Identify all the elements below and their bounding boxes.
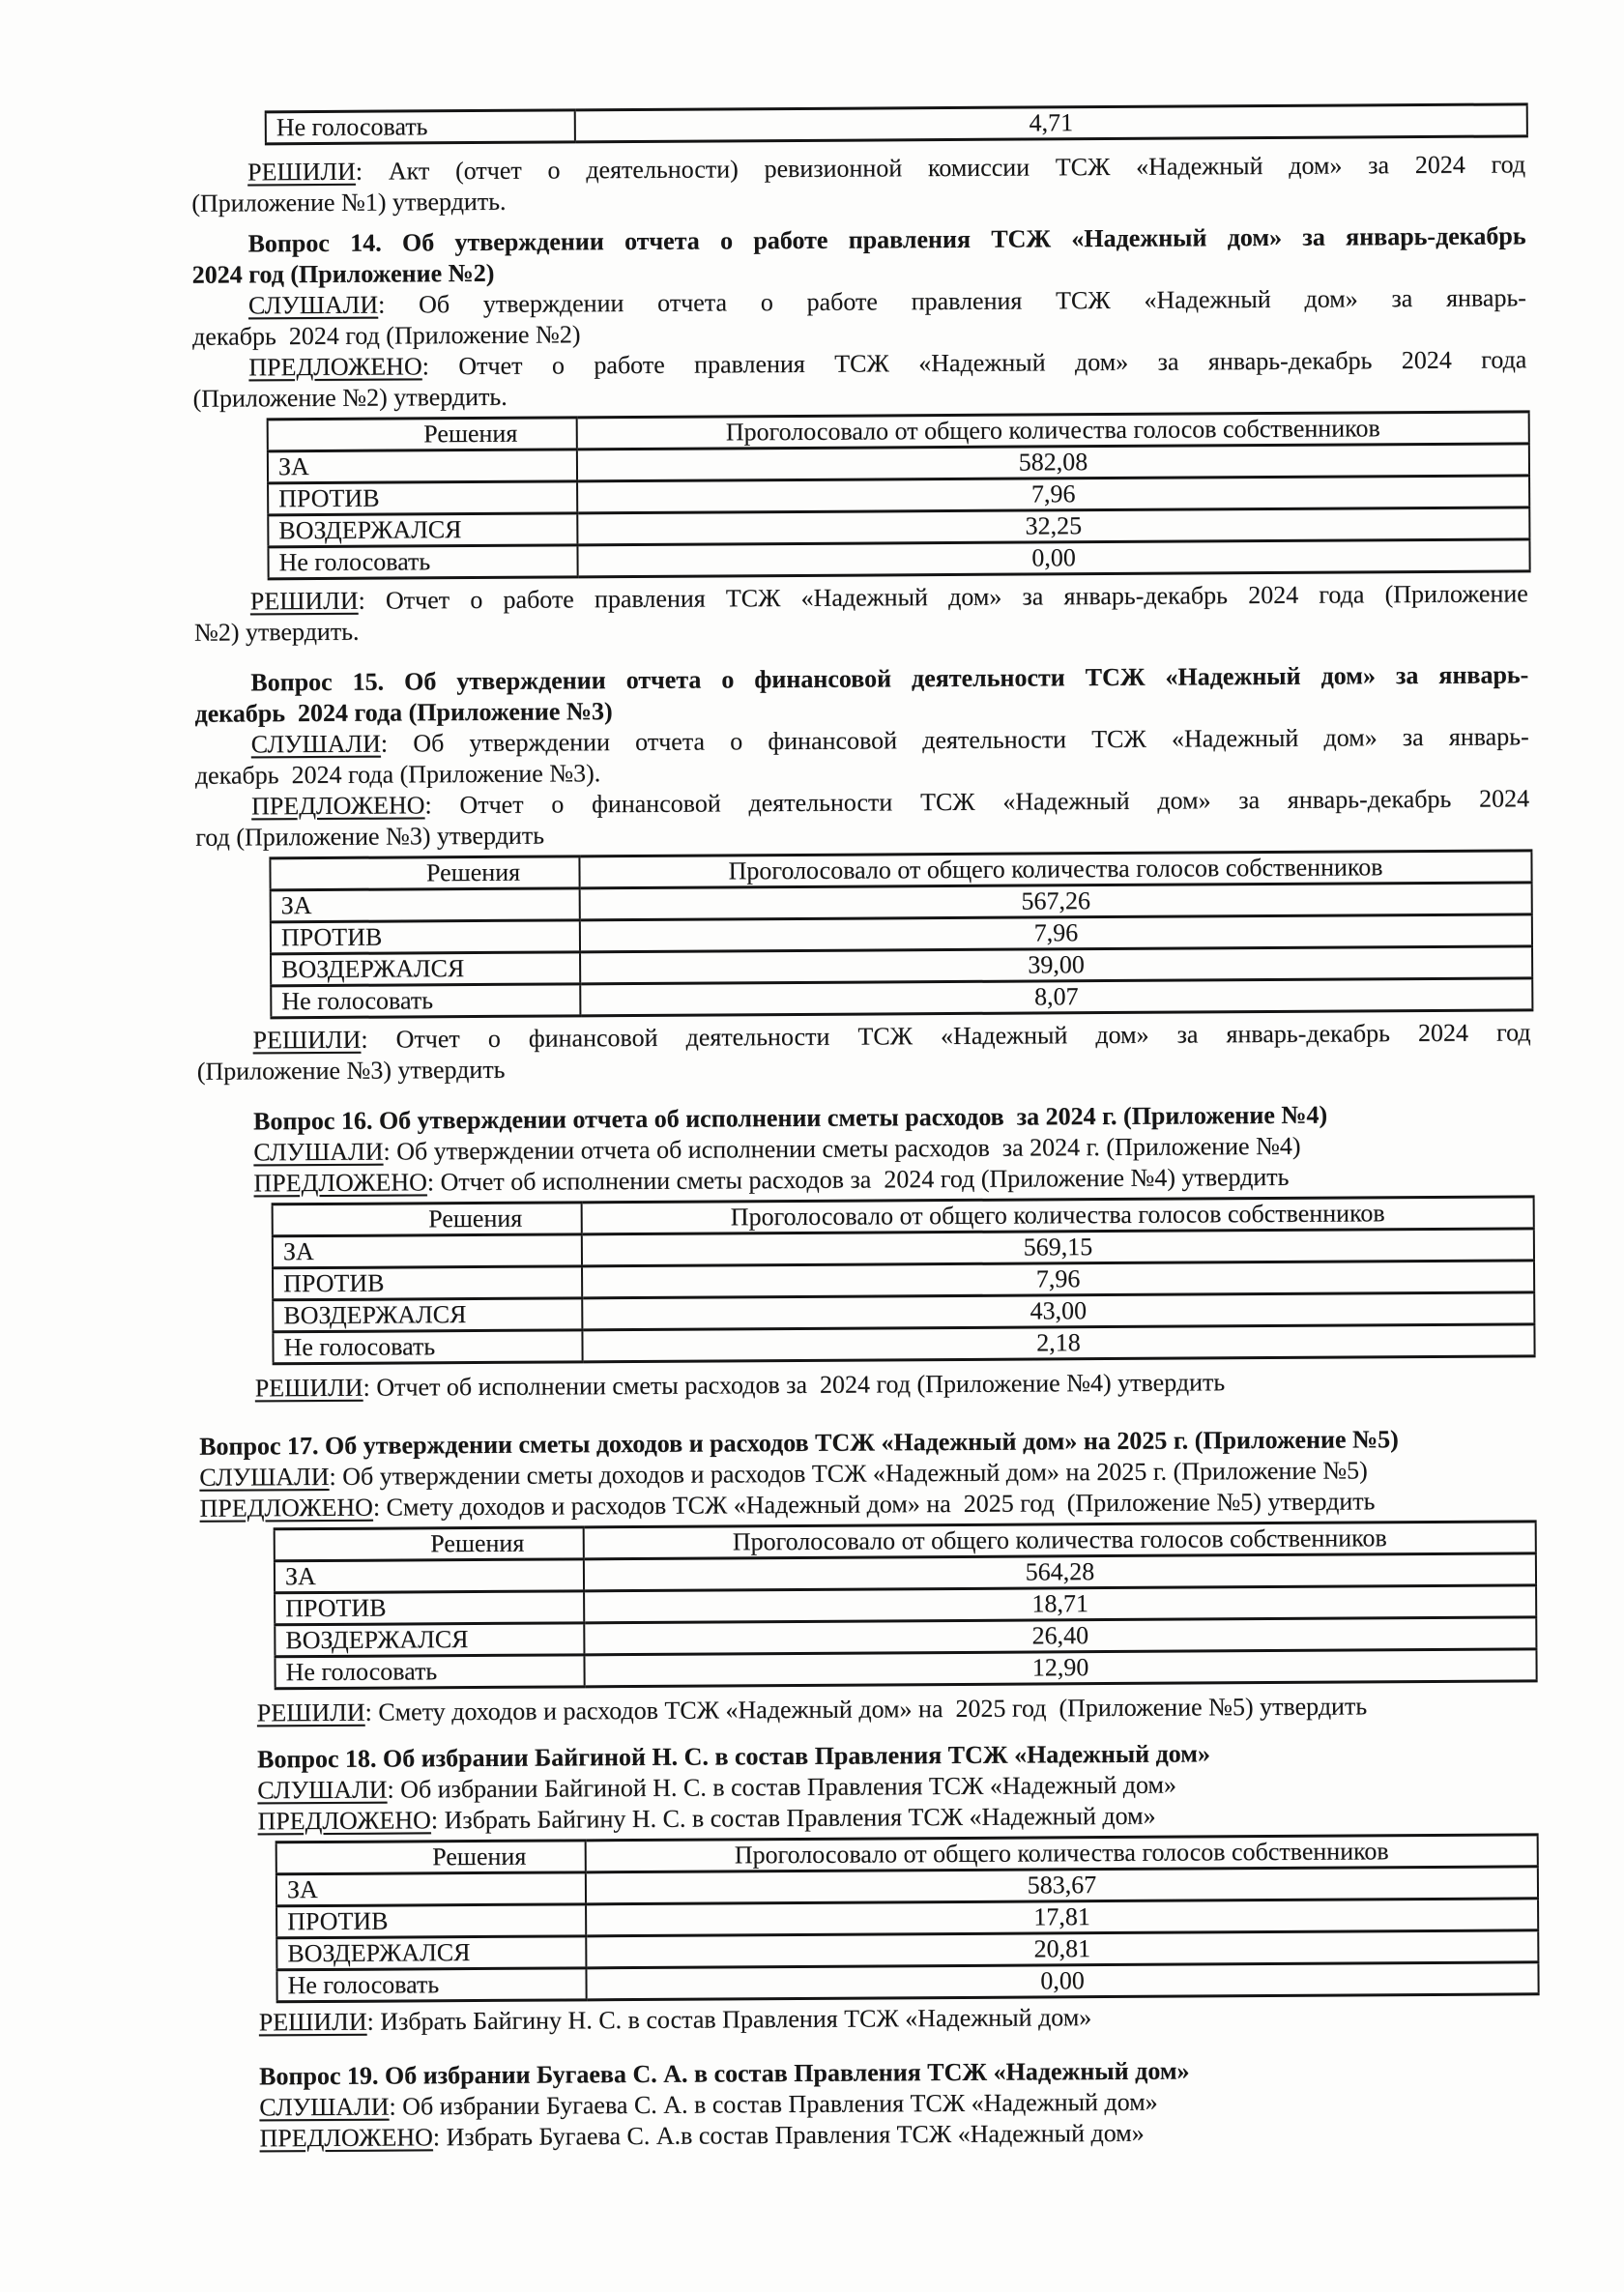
resolution-text-line2: (Приложение №3) утвердить — [196, 1055, 506, 1086]
vote-option-label: ЗА — [276, 1872, 586, 1906]
vote-col-voted: Проголосовало от общего количества голосов собственников — [586, 1835, 1538, 1872]
vote-option-label: ЗА — [275, 1559, 584, 1593]
vote-value: 569,15 — [582, 1229, 1534, 1266]
vote-value: 0,00 — [577, 539, 1529, 577]
reshili-keyword: РЕШИЛИ — [258, 2007, 367, 2037]
predlozheno-text-line2: (Приложение №2) утвердить. — [192, 382, 508, 413]
vote-option-label: ПРОТИВ — [273, 1266, 582, 1300]
predlozheno-text: : Отчет о работе правления ТСЖ «Надежный дом» за январь-декабрь 2024 года — [421, 345, 1527, 381]
vote-option-label: ПРОТИВ — [275, 1591, 584, 1625]
resolution-text: : Избрать Байгину Н. С. в состав Правления ТСЖ «Надежный дом» — [366, 2003, 1092, 2036]
vote-table-q14 — [267, 410, 1531, 580]
vote-col-decisions: Решения — [273, 1203, 582, 1236]
predlozheno-text: : Избрать Бугаева С. А.в состав Правления ТСЖ «Надежный дом» — [432, 2118, 1145, 2152]
vote-row — [266, 104, 1527, 144]
question-15-heading-line2: декабрь 2024 года (Приложение №3) — [194, 697, 613, 728]
vote-row — [268, 539, 1529, 579]
vote-option-label: ЗА — [271, 888, 580, 922]
vote-value: 7,96 — [582, 1261, 1534, 1298]
slushali-text-line2: декабрь 2024 год (Приложение №2) — [192, 320, 581, 351]
predlozheno-keyword: ПРЕДЛОЖЕНО — [199, 1493, 373, 1523]
vote-value: 43,00 — [582, 1292, 1534, 1330]
resolution-text: : Смету доходов и расходов ТСЖ «Надежный дом» на 2025 год (Приложение №5) утвердить — [364, 1692, 1368, 1726]
predlozheno-keyword: ПРЕДЛОЖЕНО — [251, 791, 425, 821]
vote-value: 4,71 — [575, 104, 1527, 142]
vote-value: 39,00 — [580, 946, 1532, 984]
vote-value: 2,18 — [582, 1324, 1534, 1362]
vote-value: 12,90 — [584, 1649, 1536, 1687]
vote-option-label: ВОЗДЕРЖАЛСЯ — [268, 513, 577, 547]
vote-col-voted: Проголосовало от общего количества голосов собственников — [577, 412, 1529, 450]
predlozheno-keyword: ПРЕДЛОЖЕНО — [259, 2123, 433, 2153]
predlozheno-text: : Смету доходов и расходов ТСЖ «Надежный дом» на 2025 год (Приложение №5) утвердить — [372, 1487, 1376, 1522]
vote-value: 26,40 — [584, 1617, 1536, 1655]
vote-option-label: ВОЗДЕРЖАЛСЯ — [275, 1623, 584, 1657]
vote-value: 567,26 — [580, 883, 1532, 920]
vote-option-label: ЗА — [273, 1234, 582, 1268]
vote-option-label: ВОЗДЕРЖАЛСЯ — [276, 1936, 586, 1970]
slushali-text: : Об утверждении сметы доходов и расходов ТСЖ «Надежный дом» на 2025 г. (Приложение №5) — [329, 1456, 1368, 1491]
vote-option-label: ПРОТИВ — [271, 920, 580, 954]
slushali-text: : Об избрании Бугаева С. А. в состав Правления ТСЖ «Надежный дом» — [389, 2087, 1158, 2121]
resolution-text: : Отчет о работе правления ТСЖ «Надежный дом» за январь-декабрь 2024 года (Приложение — [358, 579, 1528, 615]
reshili-keyword: РЕШИЛИ — [252, 1025, 362, 1055]
reshili-keyword: РЕШИЛИ — [247, 157, 356, 187]
vote-col-decisions: Решения — [268, 418, 577, 451]
slushali-text: : Об утверждении отчета о финансовой деятельности ТСЖ «Надежный дом» за январь- — [380, 722, 1529, 758]
vote-value: 0,00 — [586, 1962, 1538, 2000]
predlozheno-keyword: ПРЕДЛОЖЕНО — [248, 352, 422, 382]
slushali-text: : Об избрании Байгиной Н. С. в состав Правления ТСЖ «Надежный дом» — [387, 1770, 1176, 1804]
vote-option-label: Не голосовать — [273, 1330, 582, 1364]
vote-col-voted: Проголосовало от общего количества голосов собственников — [579, 851, 1531, 888]
vote-value: 7,96 — [577, 476, 1529, 513]
slushali-keyword: СЛУШАЛИ — [253, 1137, 384, 1167]
resolution-text-line2: №2) утвердить. — [193, 617, 360, 647]
vote-option-label: Не голосовать — [275, 1655, 584, 1689]
vote-option-label: Не голосовать — [268, 545, 577, 579]
resolution-text-line2: (Приложение №1) утвердить. — [191, 187, 507, 218]
slushali-keyword: СЛУШАЛИ — [250, 729, 381, 759]
vote-table-q15 — [269, 849, 1533, 1019]
reshili-keyword: РЕШИЛИ — [256, 1697, 365, 1727]
vote-option-label: ПРОТИВ — [268, 481, 577, 515]
vote-option-label: ВОЗДЕРЖАЛСЯ — [271, 952, 580, 986]
reshili-keyword: РЕШИЛИ — [254, 1373, 363, 1403]
predlozheno-keyword: ПРЕДЛОЖЕНО — [253, 1168, 427, 1198]
vote-value: 8,07 — [580, 978, 1532, 1016]
vote-col-voted: Проголосовало от общего количества голосов собственников — [582, 1197, 1534, 1234]
predlozheno-text-line2: год (Приложение №3) утвердить — [195, 821, 545, 852]
vote-row — [275, 1649, 1536, 1689]
vote-value: 564,28 — [584, 1553, 1536, 1591]
predlozheno-text: : Избрать Байгину Н. С. в состав Правления ТСЖ «Надежный дом» — [430, 1801, 1156, 1835]
resolution-paragraph-q17 — [201, 1690, 1535, 1728]
question-14-heading: Вопрос 14. Об утверждении отчета о работе правления ТСЖ «Надежный дом» за январь-декабрь — [247, 221, 1526, 258]
predlozheno-text: : Отчет о финансовой деятельности ТСЖ «Надежный дом» за январь-декабрь 2024 — [424, 784, 1530, 820]
question-16-heading: Вопрос 16. Об утверждении отчета об исполнении сметы расходов за 2024 г. (Приложение №4) — [253, 1100, 1328, 1136]
question-18-heading: Вопрос 18. Об избрании Байгиной Н. С. в состав Правления ТСЖ «Надежный дом» — [257, 1739, 1211, 1774]
vote-row — [276, 1962, 1538, 2002]
vote-value: 32,25 — [577, 508, 1529, 545]
resolution-text: : Акт (отчет о деятельности) ревизионной комиссии ТСЖ «Надежный дом» за 2024 год — [355, 150, 1526, 186]
question-17-heading: Вопрос 17. Об утверждении сметы доходов и расходов ТСЖ «Надежный дом» на 2025 г. (Приложение №5) — [199, 1425, 1399, 1461]
vote-table-q16 — [272, 1195, 1536, 1365]
resolution-text: : Отчет об исполнении сметы расходов за 2024 год (Приложение №4) утвердить — [362, 1368, 1226, 1402]
vote-value: 7,96 — [580, 914, 1532, 952]
vote-option-label: Не голосовать — [276, 1968, 586, 2002]
vote-value: 20,81 — [586, 1930, 1538, 1968]
vote-option-label: ВОЗДЕРЖАЛСЯ — [273, 1298, 582, 1332]
vote-option-label: Не голосовать — [271, 984, 580, 1018]
vote-col-decisions: Решения — [276, 1841, 586, 1874]
slushali-keyword: СЛУШАЛИ — [247, 290, 379, 320]
question-14-heading-line2: 2024 год (Приложение №2) — [191, 258, 495, 289]
vote-value: 17,81 — [586, 1899, 1538, 1936]
slushali-text: : Об утверждении отчета о работе правления ТСЖ «Надежный дом» за январь- — [377, 283, 1526, 319]
question-19-heading: Вопрос 19. Об избрании Бугаева С. А. в состав Правления ТСЖ «Надежный дом» — [259, 2056, 1190, 2091]
vote-option-label: ПРОТИВ — [276, 1904, 586, 1938]
slushali-text-line2: декабрь 2024 года (Приложение №3). — [194, 759, 601, 790]
vote-option-label: Не голосовать — [266, 110, 575, 144]
resolution-paragraph-q18 — [203, 1999, 1537, 2038]
slushali-keyword: СЛУШАЛИ — [259, 2092, 390, 2122]
vote-value: 18,71 — [584, 1585, 1536, 1623]
vote-row — [273, 1324, 1534, 1364]
resolution-text: : Отчет о финансовой деятельности ТСЖ «Надежный дом» за январь-декабрь 2024 год — [361, 1018, 1531, 1054]
resolution-paragraph-q16 — [199, 1365, 1533, 1404]
vote-col-voted: Проголосовало от общего количества голосов собственников — [584, 1522, 1536, 1559]
vote-row — [271, 978, 1532, 1018]
vote-table-q17 — [274, 1520, 1538, 1690]
vote-value: 583,67 — [586, 1867, 1538, 1904]
vote-option-label: ЗА — [268, 450, 577, 483]
predlozheno-keyword: ПРЕДЛОЖЕНО — [257, 1806, 431, 1836]
slushali-text: : Об утверждении отчета об исполнении сметы расходов за 2024 г. (Приложение №4) — [383, 1131, 1301, 1166]
vote-table-q18 — [276, 1833, 1540, 2003]
slushali-keyword: СЛУШАЛИ — [199, 1462, 330, 1492]
vote-value: 582,08 — [577, 444, 1529, 481]
question-15-heading: Вопрос 15. Об утверждении отчета о финансовой деятельности ТСЖ «Надежный дом» за январь- — [250, 660, 1529, 697]
slushali-keyword: СЛУШАЛИ — [257, 1775, 388, 1805]
carryover-vote-table — [265, 102, 1528, 145]
vote-col-decisions: Решения — [275, 1527, 584, 1561]
predlozheno-text: : Отчет об исполнении сметы расходов за 2024 год (Приложение №4) утвердить — [426, 1162, 1290, 1197]
reshili-keyword: РЕШИЛИ — [249, 586, 359, 616]
vote-col-decisions: Решения — [270, 856, 579, 890]
